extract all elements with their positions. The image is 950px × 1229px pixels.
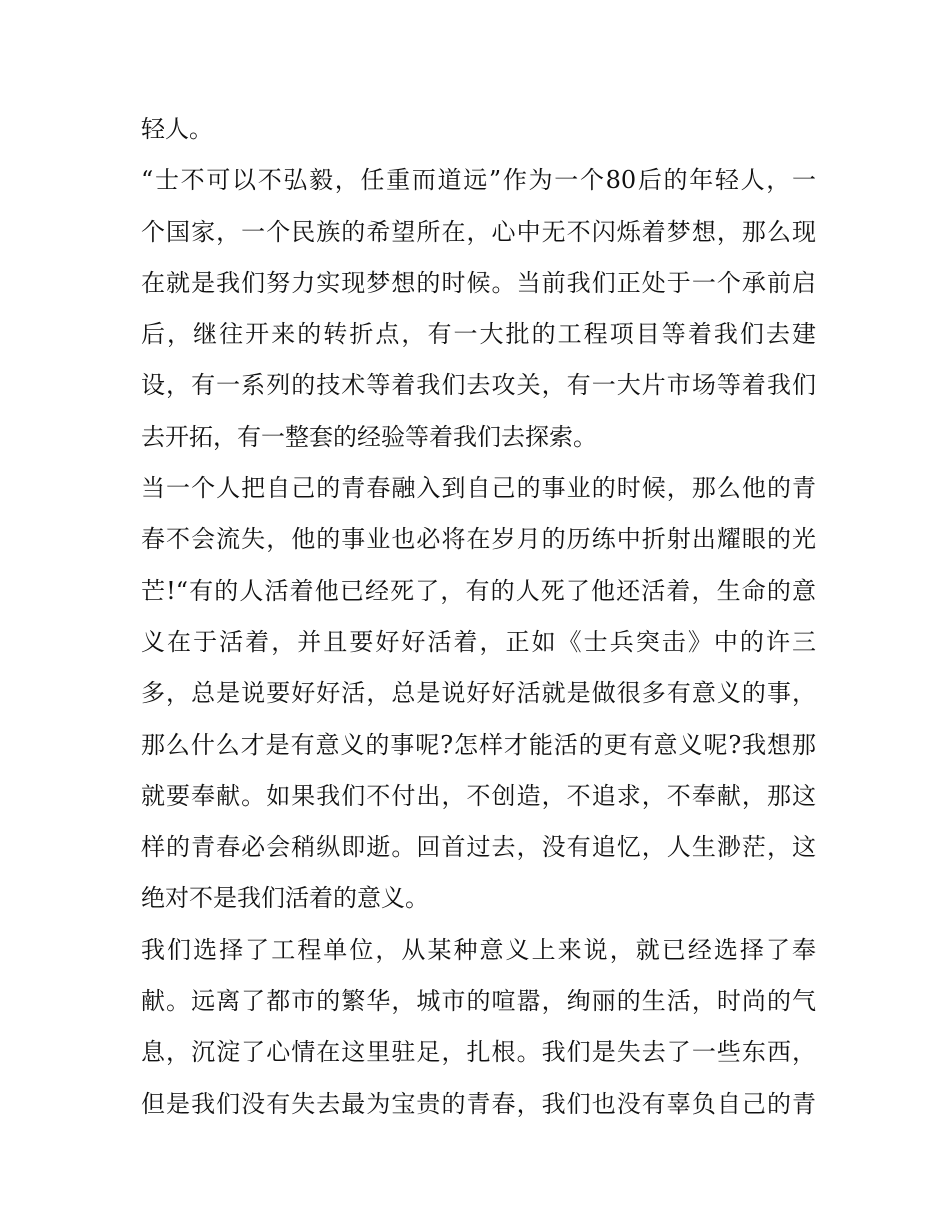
text-line-7: 去开拓，有一整套的经验等着我们去探索。 (141, 422, 597, 451)
text-line-16: 绝对不是我们活着的意义。 (141, 884, 429, 913)
text-line-12: 多，总是说要好好活，总是说好好活就是做很多有意义的事， (141, 679, 816, 708)
text-line-20: 但是我们没有失去最为宝贵的青春，我们也没有辜负自己的青 (141, 1089, 816, 1118)
text-line-18: 献。远离了都市的繁华，城市的喧嚣，绚丽的生活，时尚的气 (141, 987, 816, 1016)
text-line-6: 设，有一系列的技术等着我们去攻关，有一大片市场等着我们 (141, 371, 816, 400)
text-line-11: 义在于活着，并且要好好活着，正如《士兵突击》中的许三 (141, 627, 816, 656)
text-line-17: 我们选择了工程单位，从某种意义上来说，就已经选择了奉 (141, 935, 816, 964)
text-line-10: 芒!“有的人活着他已经死了，有的人死了他还活着，生命的意 (141, 576, 816, 605)
text-line-15: 样的青春必会稍纵即逝。回首过去，没有追忆，人生渺茫，这 (141, 833, 816, 862)
text-line-13: 那么什么才是有意义的事呢?怎样才能活的更有意义呢?我想那 (141, 730, 816, 759)
text-line-19: 息，沉淀了心情在这里驻足，扎根。我们是失去了一些东西， (141, 1038, 816, 1067)
text-line-4: 在就是我们努力实现梦想的时候。当前我们正处于一个承前启 (141, 268, 816, 297)
text-line-3: 个国家，一个民族的希望所在，心中无不闪烁着梦想，那么现 (141, 217, 816, 246)
text-line-8: 当一个人把自己的青春融入到自己的事业的时候，那么他的青 (141, 474, 816, 503)
text-line-9: 春不会流失，他的事业也必将在岁月的历练中折射出耀眼的光 (141, 525, 816, 554)
text-line-14: 就要奉献。如果我们不付出，不创造，不追求，不奉献，那这 (141, 781, 816, 810)
body-text (141, 104, 816, 1130)
text-line-2: “士不可以不弘毅，任重而道远”作为一个80后的年轻人，一 (141, 166, 816, 195)
text-line-5: 后，继往开来的转折点，有一大批的工程项目等着我们去建 (141, 320, 816, 349)
text-line-1: 轻人。 (141, 115, 213, 143)
